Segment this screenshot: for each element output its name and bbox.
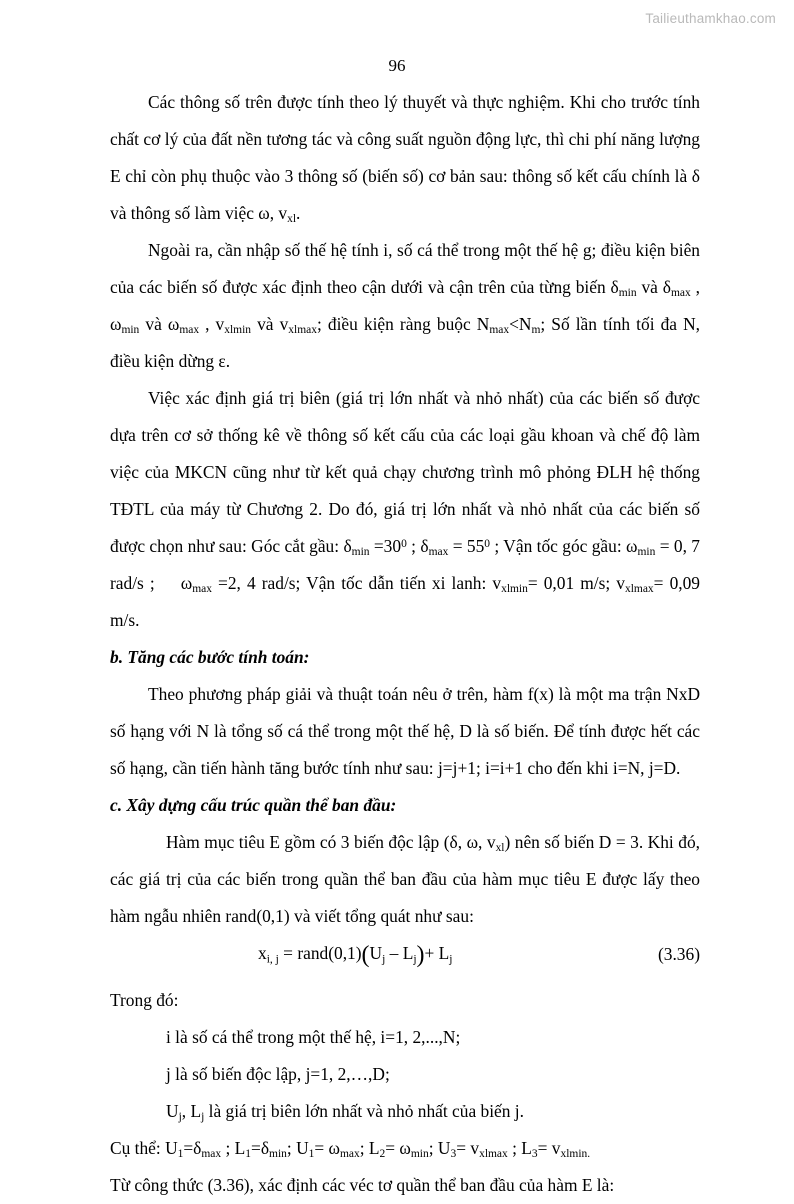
cuthe-sub-u1b: 1	[308, 1148, 315, 1161]
cuthe-sub-l2: 2	[379, 1148, 386, 1161]
cuthe-sub-vxlmin: xlmin.	[560, 1148, 591, 1161]
document-body	[110, 84, 700, 1204]
cuthe-k: ; L	[507, 1138, 532, 1158]
ngoai-ra-text-c: , ω	[110, 277, 700, 334]
cuthe-sub-omin: min	[410, 1148, 429, 1161]
subscript-vxl-2: xl	[495, 842, 505, 855]
equation-number: (3.36)	[657, 944, 700, 964]
subscript-vxlmin: xlmin	[224, 324, 252, 337]
paragraph-viec-xac-dinh	[110, 380, 700, 639]
paragraph-ngoai-ra	[110, 232, 700, 380]
cuthe-a: Cụ thể: U	[110, 1138, 178, 1158]
viec-text-d: ; Vận tốc góc gầu: ω	[490, 536, 638, 556]
heading-c: c. Xây dựng cấu trúc quần thể ban đầu:	[110, 795, 397, 815]
superscript-degree-1: 0	[401, 537, 407, 550]
definition-i: i là số cá thể trong một thế hệ, i=1, 2,...,N;	[166, 1027, 461, 1047]
equation-plus-sub: j	[449, 953, 453, 966]
label-trong-do: Trong đó:	[110, 990, 179, 1010]
cuthe-g: ; L	[359, 1138, 380, 1158]
cuthe-j: = v	[456, 1138, 480, 1158]
definition-j: j là số biến độc lập, j=1, 2,…,D;	[166, 1064, 390, 1084]
ngoai-ra-text-f: và v	[251, 314, 289, 334]
subscript-omega-min-2: min	[637, 546, 656, 559]
ngoai-ra-text-a: Ngoài ra, cần nhập số thế hệ tính i, số cá thể trong một thế hệ g; điều kiện biên của các biến số được xác định theo cận dưới và cận trên của từng biến δ	[110, 240, 700, 297]
equation-u-term: U	[369, 943, 383, 964]
viec-text-g: =2, 4 rad/s; Vận tốc dẫn tiến xi lanh: v	[211, 573, 502, 593]
ngoai-ra-text-d: và ω	[139, 314, 180, 334]
equation-expression	[258, 942, 452, 969]
viec-xac-dinh-text: Việc xác định giá trị biên (giá trị lớn nhất và nhỏ nhất) của các biến số được dựa trên cơ sở thống kê về thông số kết cấu của các loại gầu khoan và chế độ làm việc của MKCN cũng như từ kết quả chạy chương trình mô phỏng ĐLH hệ thống TĐTL của máy từ Chương 2. Do đó, giá trị lớn nhất và nhỏ nhất của các biến số được chọn như sau: Góc cắt gầu: δ	[110, 388, 700, 556]
cuthe-sub-dmin: min	[269, 1148, 287, 1161]
watermark-text: Tailieuthamkhao.com	[645, 11, 776, 26]
viec-text-b: ; δ	[406, 536, 429, 556]
ham-muc-tieu-text-a: Hàm mục tiêu E gồm có 3 biến độc lập (δ, ω, v	[166, 832, 496, 852]
paragraph-thong-so-text: Các thông số trên được tính theo lý thuyết và thực nghiệm. Khi cho trước tính chất cơ lý của đất nền tương tác và công suất nguồn động lực, thì chi phí năng lượng E chỉ còn phụ thuộc vào 3 thông số (biến số) cơ bản sau: thông số kết cấu chính là δ và thông số làm việc ω, v	[110, 92, 700, 223]
definition-l-sub: j	[201, 1111, 205, 1124]
equation-3-36	[110, 940, 700, 980]
subscript-omega-max: max	[179, 324, 200, 337]
cuthe-h: = ω	[385, 1138, 411, 1158]
equation-open-paren: (	[361, 942, 370, 968]
equation-u-sub: j	[382, 953, 386, 966]
subscript-delta-min-2: min	[351, 546, 370, 559]
viec-text-i: = 0,09 m/s.	[110, 573, 700, 630]
subscript-n-m: m	[531, 324, 541, 337]
viec-text-a: =30	[369, 536, 402, 556]
subscript-delta-min: min	[618, 287, 637, 300]
viec-text-c: = 55	[448, 536, 485, 556]
cuthe-b: =δ	[183, 1138, 202, 1158]
viec-text-h: = 0,01 m/s; v	[527, 573, 625, 593]
subscript-vxlmax-2: xlmax	[625, 583, 654, 596]
subscript-xl: xl	[287, 213, 297, 226]
ngoai-ra-text-h: <N	[509, 314, 532, 334]
viec-text-f: ω	[180, 573, 193, 593]
ngoai-ra-text-i: ; Số lần tính tối đa N, điều kiện dừng ε.	[110, 314, 701, 371]
definition-u-l-rest: là giá trị biên lớn nhất và nhỏ nhất của biến j.	[204, 1101, 524, 1121]
equation-close-paren: )	[416, 942, 425, 968]
cuthe-sub-l1: 1	[245, 1148, 252, 1161]
equation-lhs: x	[258, 943, 267, 964]
ngoai-ra-text-g: ; điều kiện ràng buộc N	[316, 314, 490, 334]
cuthe-i: ; U	[428, 1138, 451, 1158]
cuthe-d: =δ	[251, 1138, 270, 1158]
equation-rhs-rand: = rand(0,1)	[278, 943, 362, 964]
cuthe-sub-u3: 3	[450, 1148, 457, 1161]
equation-lhs-sub: i, j	[266, 953, 279, 966]
cuthe-c: ; L	[221, 1138, 246, 1158]
paragraph-thong-so-end: .	[296, 203, 301, 223]
cuthe-sub-dmax: max	[201, 1148, 222, 1161]
definition-u-sub: j	[178, 1111, 182, 1124]
subscript-n-max: max	[489, 324, 510, 337]
cuthe-f: = ω	[314, 1138, 340, 1158]
cuthe-sub-l3: 3	[531, 1148, 538, 1161]
cuthe-sub-omax: max	[339, 1148, 360, 1161]
subscript-omega-min: min	[121, 324, 140, 337]
subscript-vxlmin-2: xlmin	[501, 583, 528, 596]
subscript-vxlmax: xlmax	[288, 324, 317, 337]
subscript-delta-max: max	[670, 287, 691, 300]
equation-l-sub: j	[413, 953, 417, 966]
subscript-delta-max-2: max	[428, 546, 449, 559]
definition-l-text: , L	[181, 1101, 202, 1121]
paragraph-tu-cong-thuc: Từ công thức (3.36), xác định các véc tơ quần thể ban đầu của hàm E là:	[110, 1175, 615, 1195]
paragraph-thong-so	[110, 84, 700, 232]
page-number: 96	[388, 56, 406, 75]
equation-plus: + L	[424, 943, 450, 964]
definition-u-text: U	[166, 1101, 179, 1121]
cuthe-l: = v	[537, 1138, 561, 1158]
ham-muc-tieu-text-b: ) nên số biến D = 3. Khi đó, các giá trị của các biến trong quần thể ban đầu của hàm mục tiêu E được lấy theo hàm ngẫu nhiên rand(0,1) và viết tổng quát như sau:	[110, 832, 700, 926]
viec-text-e: = 0, 7 rad/s ;	[110, 536, 701, 593]
superscript-degree-2: 0	[484, 537, 491, 550]
paragraph-theo-phuong-phap: Theo phương pháp giải và thuật toán nêu ở trên, hàm f(x) là một ma trận NxD số hạng với N là tổng số cá thể trong một thế hệ, D là số biến. Để tính được hết các số hạng, cần tiến hành tăng bước tính như sau: j=j+1; i=i+1 cho đến khi i=N, j=D.	[110, 684, 700, 778]
equation-minus: – L	[385, 943, 414, 964]
heading-b: b. Tăng các bước tính toán:	[110, 647, 310, 667]
paragraph-ham-muc-tieu	[110, 824, 700, 935]
subscript-omega-max-2: max	[192, 583, 212, 596]
cuthe-sub-u1: 1	[177, 1148, 184, 1161]
paragraph-cu-the	[110, 1130, 700, 1167]
ngoai-ra-text-b: và δ	[636, 277, 671, 297]
definition-u-l	[110, 1093, 700, 1130]
cuthe-sub-vxlmax: xlmax	[479, 1148, 508, 1161]
cuthe-e: ; U	[286, 1138, 309, 1158]
ngoai-ra-text-e: , v	[199, 314, 225, 334]
